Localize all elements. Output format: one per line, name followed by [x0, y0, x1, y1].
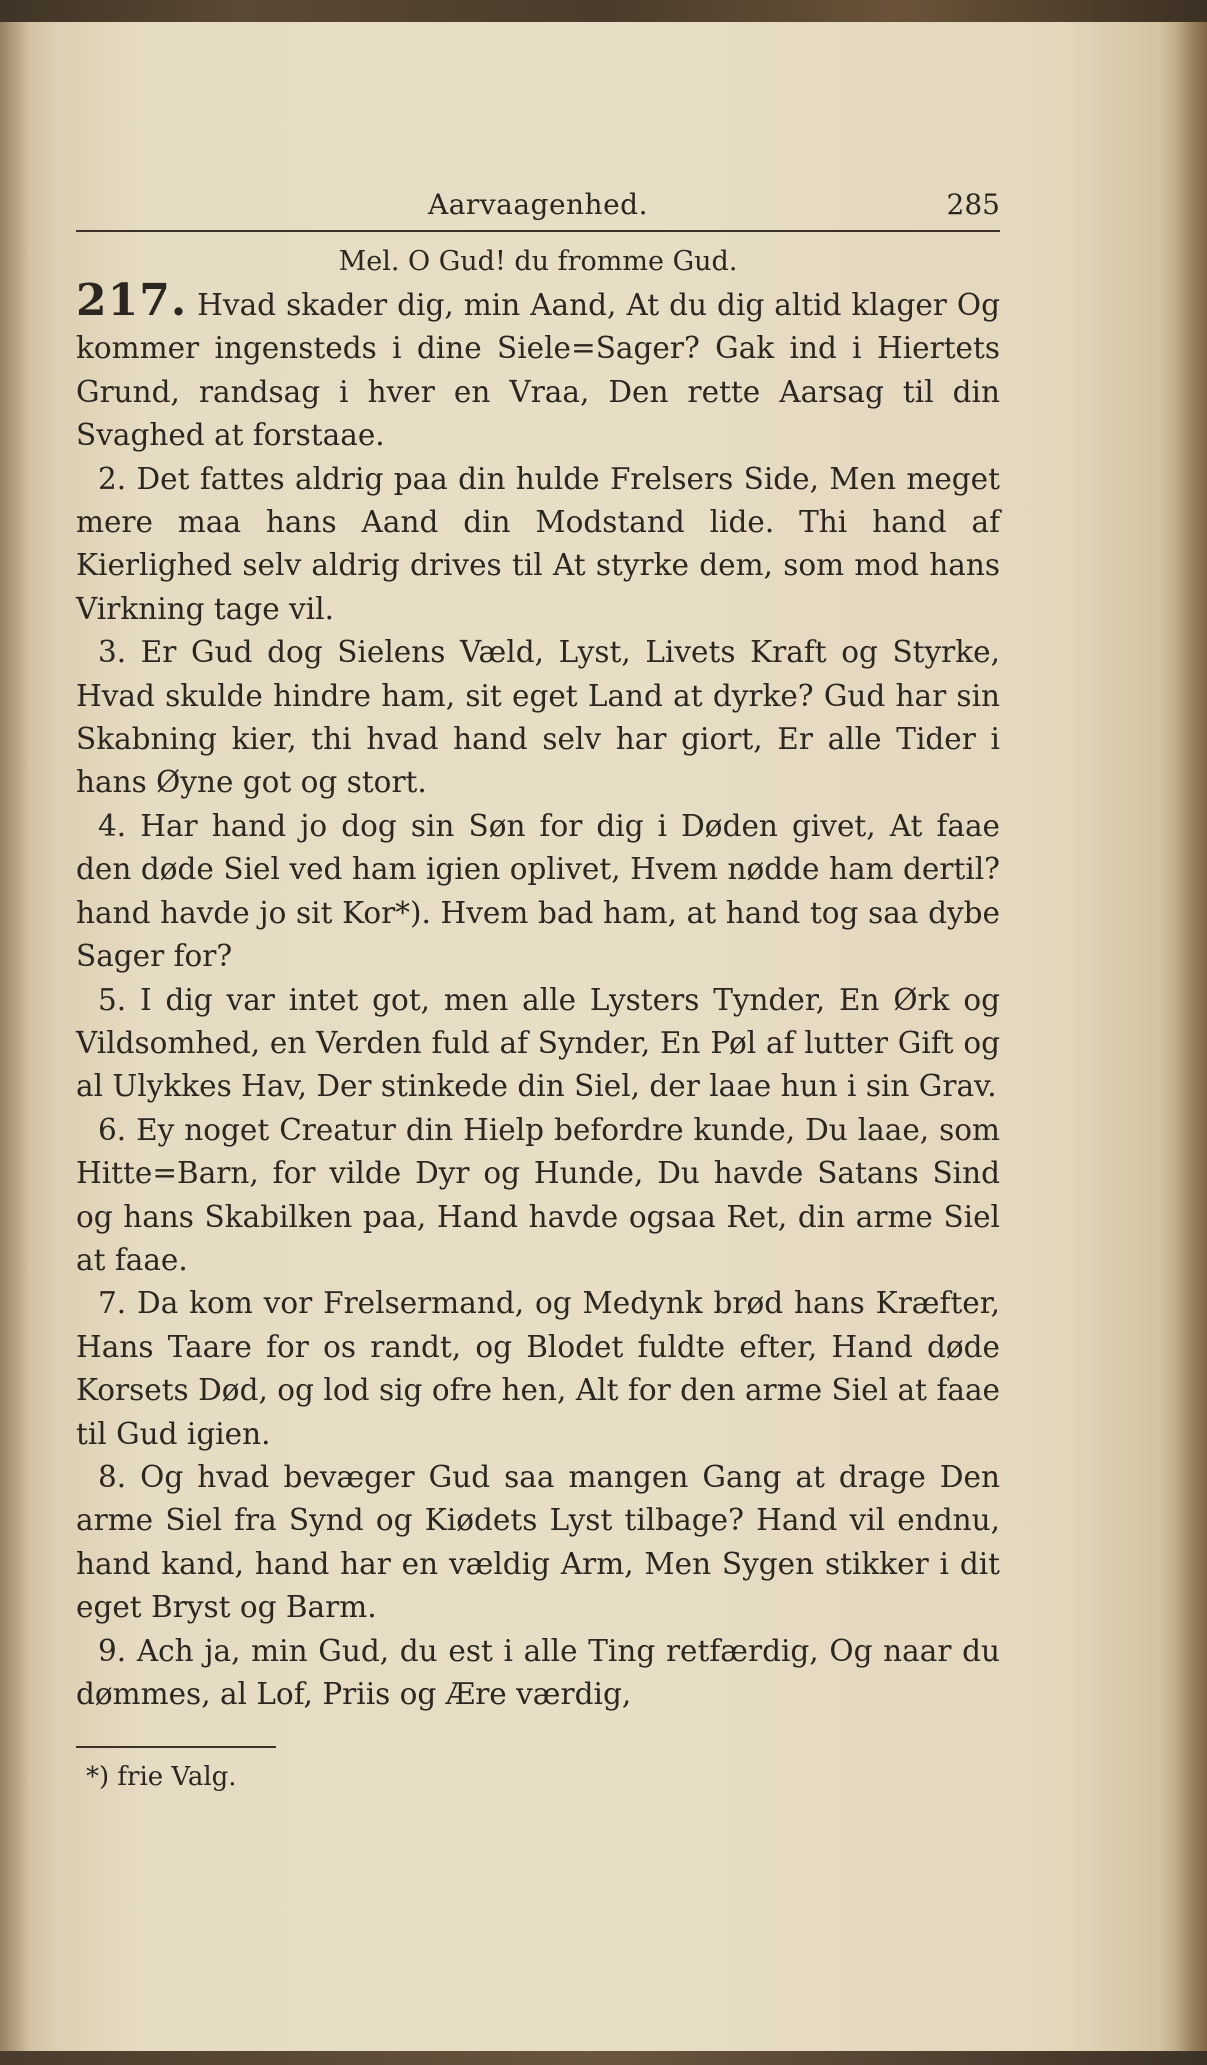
melody-line: Mel. O Gud! du fromme Gud. — [338, 246, 738, 277]
hymn-verse-3: 3. Er Gud dog Sielens Væld, Lyst, Livets Kraft og Styrke, Hvad skulde hindre ham, sit eget Land at dyrke? Gud har sin Skabning kier, thi hvad hand selv har giort, Er alle Tider i hans Øyne got og stort. — [76, 635, 1000, 800]
printed-page — [76, 170, 1000, 1792]
running-head — [76, 170, 1000, 226]
hymn-number: 217. — [76, 275, 188, 326]
verse-text: Hvad skader dig, min Aand, At du dig altid klager Og kommer ingensteds i dine Siele=Sager? Gak ind i Hiertets Grund, randsag i hver en Vraa, Den rette Aarsag til din Svaghed at forstaae. — [76, 288, 1000, 453]
gutter-shadow — [0, 22, 30, 2051]
header-rule — [76, 230, 1000, 232]
footnote-rule — [76, 1746, 276, 1748]
footnote: *) frie Valg. — [86, 1762, 237, 1793]
hymn-verse-4: 4. Har hand jo dog sin Søn for dig i Døden givet, At faae den døde Siel ved ham igien oplivet, Hvem nødde ham dertil? hand havde jo sit Kor*). Hvem bad ham, at hand tog saa dybe Sager for? — [76, 808, 1000, 974]
page-right-edge — [1177, 22, 1207, 2051]
hymn-verse-7: 7. Da kom vor Frelsermand, og Medynk brød hans Kræfter, Hans Taare for os randt, og Blodet fuldte efter, Hand døde Korsets Død, og lod sig ofre hen, Alt for den arme Siel at faae til Gud igien. — [76, 1286, 1000, 1451]
hymn-verse-1 — [76, 275, 1000, 458]
hymn-verse-6: 6. Ey noget Creatur din Hielp befordre kunde, Du laae, som Hitte=Barn, for vilde Dyr og Hunde, Du havde Satans Sind og hans Skabilken paa, Hand havde ogsaa Ret, din arme Siel at faae. — [76, 1112, 1000, 1277]
running-title: Aarvaagenhed. — [428, 188, 648, 221]
hymn-verse-2: 2. Det fattes aldrig paa din hulde Frelsers Side, Men meget mere maa hans Aand din Modstand lide. Thi hand af Kierlighed selv aldrig drives til At styrke dem, som mod hans Virkning tage vil. — [76, 461, 1000, 626]
page-bottom-edge — [0, 2051, 1207, 2065]
page-number: 285 — [946, 188, 1000, 221]
hymn-verse-8: 8. Og hvad bevæger Gud saa mangen Gang at drage Den arme Siel fra Synd og Kiødets Lyst tilbage? Hand vil endnu, hand kand, hand har en vældig Arm, Men Sygen stikker i dit eget Bryst og Barm. — [76, 1459, 1000, 1625]
hymn-verse-9: 9. Ach ja, min Gud, du est i alle Ting retfærdig, Og naar du dømmes, al Lof, Priis og Ære værdig, — [76, 1633, 1000, 1711]
page-top-edge — [0, 0, 1207, 22]
hymn-text — [76, 275, 1000, 1716]
hymn-verse-5: 5. I dig var intet got, men alle Lysters Tynder, En Ørk og Vildsomhed, en Verden fuld af Synder, En Pøl af lutter Gift og al Ulykkes Hav, Der stinkede din Siel, der laae hun i sin Grav. — [76, 982, 1000, 1104]
